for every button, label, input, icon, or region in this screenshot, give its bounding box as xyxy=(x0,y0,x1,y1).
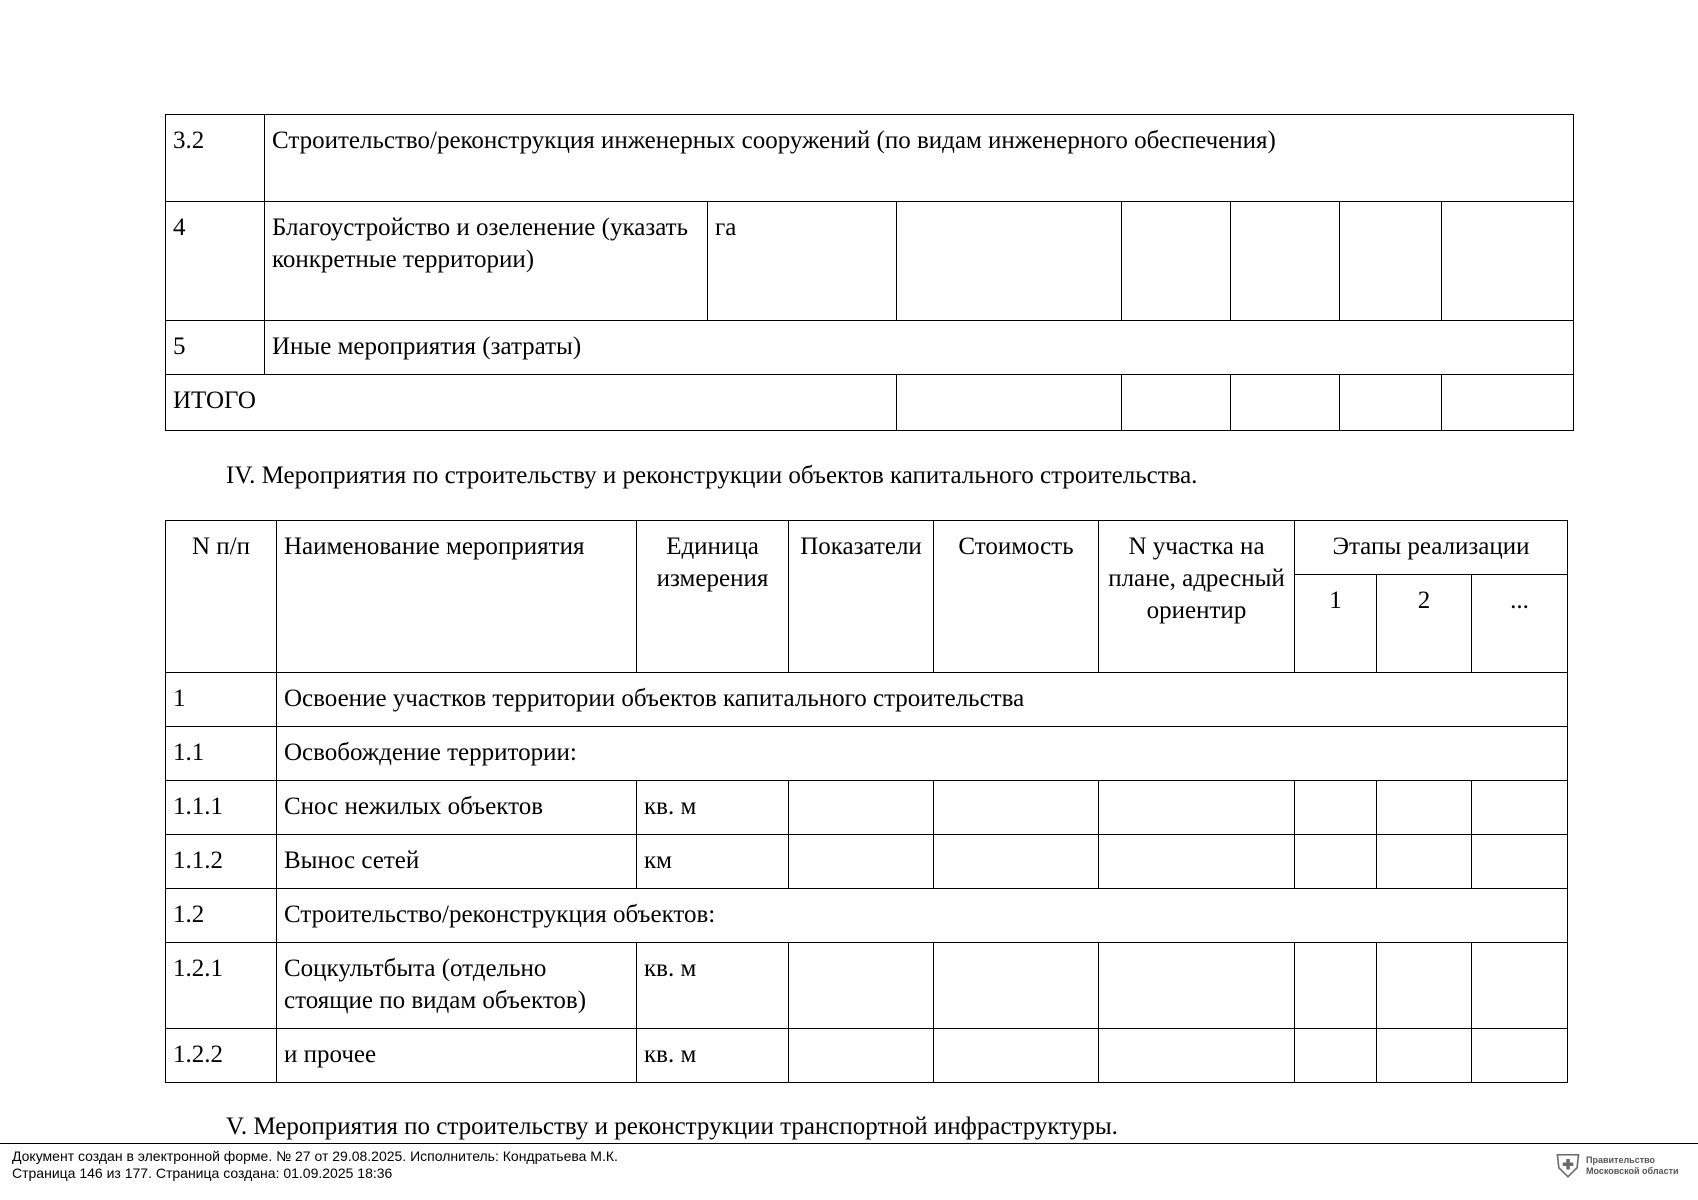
section-heading: IV. Мероприятия по строительству и реконструкции объектов капитального строительства. xyxy=(226,462,1198,489)
empty-cell xyxy=(1099,943,1295,1029)
empty-cell xyxy=(1472,943,1568,1029)
empty-cell xyxy=(1231,375,1340,431)
empty-cell xyxy=(1377,781,1472,835)
row-number: 3.2 xyxy=(166,115,265,202)
row-number: 1.1.1 xyxy=(166,781,277,835)
empty-cell xyxy=(789,1029,934,1083)
row-text: Строительство/реконструкция объектов: xyxy=(277,889,1568,943)
empty-cell xyxy=(1231,202,1340,321)
empty-cell xyxy=(1295,1029,1377,1083)
empty-cell xyxy=(1122,375,1231,431)
header-name: Наименование мероприятия xyxy=(277,521,637,673)
empty-cell xyxy=(1472,781,1568,835)
empty-cell xyxy=(1295,943,1377,1029)
empty-cell xyxy=(1377,1029,1472,1083)
empty-cell xyxy=(1472,835,1568,889)
section-heading: V. Мероприятия по строительству и реконструкции транспортной инфраструктуры. xyxy=(226,1113,1118,1140)
row-text: Соцкультбыта (отдельно стоящие по видам объектов) xyxy=(277,943,637,1029)
row-text: Снос нежилых объектов xyxy=(277,781,637,835)
table-row xyxy=(166,889,1568,943)
table-row xyxy=(166,1029,1568,1083)
emblem-caption xyxy=(1586,1155,1679,1177)
row-text: Освоение участков территории объектов капитального строительства xyxy=(277,673,1568,727)
table-capital-construction xyxy=(165,520,1568,1083)
table-row xyxy=(166,835,1568,889)
row-number: 1.1.2 xyxy=(166,835,277,889)
row-text: Освобождение территории: xyxy=(277,727,1568,781)
empty-cell xyxy=(789,943,934,1029)
table-row-total xyxy=(166,375,1574,431)
empty-cell xyxy=(1472,1029,1568,1083)
empty-cell xyxy=(934,943,1099,1029)
empty-cell xyxy=(1442,375,1574,431)
header-indicators: Показатели xyxy=(789,521,934,673)
table-engineering-works xyxy=(165,114,1574,431)
row-unit: кв. м xyxy=(637,781,789,835)
table-row xyxy=(166,943,1568,1029)
table-row xyxy=(166,202,1574,321)
emblem-line-1: Правительство xyxy=(1586,1155,1656,1165)
footer-divider xyxy=(0,1143,1698,1144)
empty-cell xyxy=(897,375,1122,431)
coat-of-arms-icon: ⛨ xyxy=(1556,1147,1581,1185)
total-label: ИТОГО xyxy=(166,375,897,431)
row-number: 1.2.2 xyxy=(166,1029,277,1083)
header-stage-2: 2 xyxy=(1377,575,1472,673)
empty-cell xyxy=(1377,943,1472,1029)
document-footer xyxy=(12,1148,618,1182)
row-unit: га xyxy=(708,202,897,321)
footer-line-2: Страница 146 из 177. Страница создана: 01.09.2025 18:36 xyxy=(12,1165,393,1181)
row-unit: кв. м xyxy=(637,943,789,1029)
header-unit: Единица измерения xyxy=(637,521,789,673)
empty-cell xyxy=(1377,835,1472,889)
table-row xyxy=(166,781,1568,835)
empty-cell xyxy=(1099,835,1295,889)
table-row xyxy=(166,673,1568,727)
table-row xyxy=(166,727,1568,781)
header-stages: Этапы реализации xyxy=(1295,521,1568,575)
row-text: и прочее xyxy=(277,1029,637,1083)
table-row xyxy=(166,321,1574,375)
header-stage-1: 1 xyxy=(1295,575,1377,673)
row-number: 1.2 xyxy=(166,889,277,943)
empty-cell xyxy=(1122,202,1231,321)
table-row xyxy=(166,115,1574,202)
row-unit: км xyxy=(637,835,789,889)
empty-cell xyxy=(1295,835,1377,889)
footer-line-1: Документ создан в электронной форме. № 27 от 29.08.2025. Исполнитель: Кондратьева М.К. xyxy=(12,1148,618,1164)
empty-cell xyxy=(1099,781,1295,835)
header-num: N п/п xyxy=(166,521,277,673)
row-text: Вынос сетей xyxy=(277,835,637,889)
row-number: 5 xyxy=(166,321,265,375)
empty-cell xyxy=(1340,375,1442,431)
row-text: Иные мероприятия (затраты) xyxy=(265,321,1574,375)
header-stage-more: ... xyxy=(1472,575,1568,673)
empty-cell xyxy=(789,835,934,889)
empty-cell xyxy=(1442,202,1574,321)
empty-cell xyxy=(1295,781,1377,835)
header-plot: N участка на плане, адресный ориентир xyxy=(1099,521,1295,673)
empty-cell xyxy=(789,781,934,835)
row-text: Строительство/реконструкция инженерных сооружений (по видам инженерного обеспечения) xyxy=(265,115,1574,202)
empty-cell xyxy=(1340,202,1442,321)
government-emblem xyxy=(1556,1146,1686,1186)
row-text: Благоустройство и озеленение (указать конкретные территории) xyxy=(265,202,708,321)
header-row xyxy=(166,521,1568,575)
row-number: 1 xyxy=(166,673,277,727)
empty-cell xyxy=(897,202,1122,321)
row-number: 4 xyxy=(166,202,265,321)
empty-cell xyxy=(934,1029,1099,1083)
row-number: 1.2.1 xyxy=(166,943,277,1029)
empty-cell xyxy=(1099,1029,1295,1083)
empty-cell xyxy=(934,835,1099,889)
empty-cell xyxy=(934,781,1099,835)
emblem-line-2: Московской области xyxy=(1586,1166,1679,1176)
header-cost: Стоимость xyxy=(934,521,1099,673)
row-unit: кв. м xyxy=(637,1029,789,1083)
row-number: 1.1 xyxy=(166,727,277,781)
